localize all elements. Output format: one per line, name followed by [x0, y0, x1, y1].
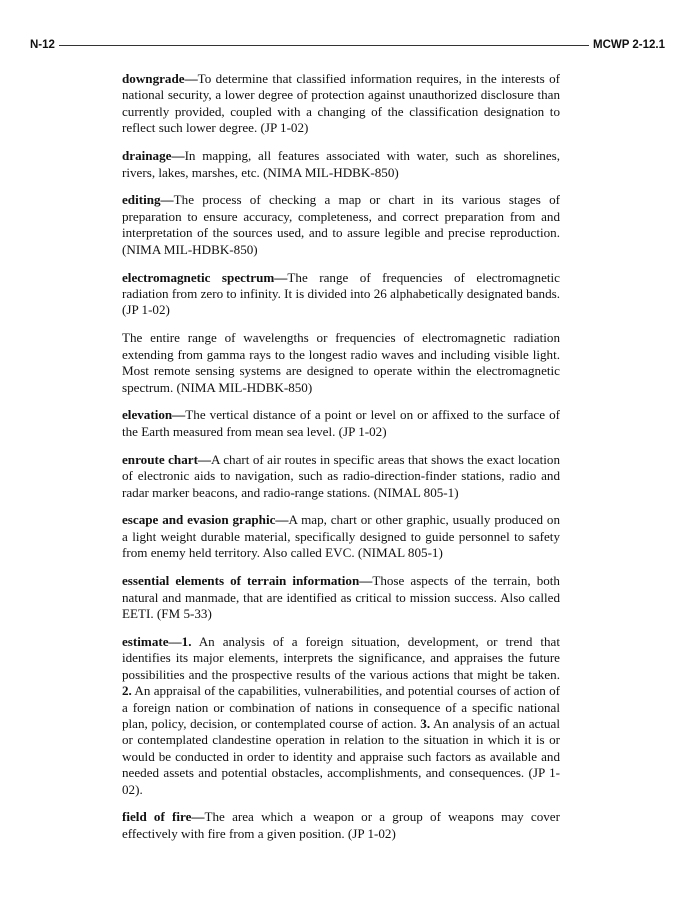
- entry-definition: An analysis of a foreign situation, development, or trend that identifies its major elements, interprets the significance, and appraises the future possibilities and the prospective results of the various actions that might be taken.: [122, 633, 560, 682]
- glossary-entry-editing: [122, 192, 560, 258]
- entry-definition: The range of frequencies of electromagnetic radiation from zero to infinity. It is divided into 26 alphabetically designated bands. (JP 1-02): [122, 269, 560, 318]
- sense-number: 2.: [122, 683, 132, 699]
- glossary-entry-escape-and-evasion-graphic: [122, 512, 560, 561]
- entry-definition: A map, chart or other graphic, usually produced on a light weight durable material, specifically designed to guide personnel to safety from enemy held territory. Also called EVC. (NIMAL 805-1): [122, 512, 560, 561]
- entry-definition: In mapping, all features associated with water, such as shorelines, rivers, lakes, marshes, etc. (NIMA MIL-HDBK-850): [122, 148, 560, 180]
- glossary-entry-electromagnetic-spectrum: [122, 270, 560, 319]
- entry-definition: An analysis of an actual or contemplated clandestine operation in relation to the situation in which it is or would be conducted in order to identity and appraise such factors as available and needed assets and potential obstacles, accomplishments, and consequences. (JP 1-02).: [122, 715, 560, 797]
- sense-number: 3.: [420, 715, 431, 731]
- entry-definition: A chart of air routes in specific areas that shows the exact location of electronic aids to navigation, such as radio-direction-finder stations, radio and radar marker beacons, and radio-range stations. (NIMAL 805-1): [122, 451, 560, 500]
- header-rule: [59, 45, 589, 46]
- publication-id: MCWP 2-12.1: [592, 39, 665, 51]
- entry-definition: To determine that classified information requires, in the interests of national security, a lower degree of protection against unauthorized disclosure than currently provided, coupled with a changing of the classification designation to reflect such lower degree. (JP 1-02): [122, 71, 560, 136]
- entry-term: field of fire—: [122, 809, 205, 825]
- entry-term: escape and evasion graphic—: [122, 512, 289, 528]
- glossary-entry-field-of-fire: [122, 809, 560, 842]
- page-header: [30, 37, 665, 53]
- glossary-entry-estimate: [122, 634, 560, 798]
- entry-term: downgrade—: [122, 71, 198, 86]
- glossary-entry-enroute-chart: [122, 452, 560, 501]
- entry-term: drainage—: [122, 148, 185, 164]
- glossary-entry-downgrade: [122, 71, 560, 137]
- glossary-entry-drainage: [122, 148, 560, 181]
- entry-term: elevation—: [122, 407, 186, 423]
- page-number: N-12: [30, 39, 55, 51]
- glossary-entry-eeti: [122, 573, 560, 622]
- entry-definition: The entire range of wavelengths or frequencies of electromagnetic radiation extending from gamma rays to the longest radio waves and including visible light. Most remote sensing systems are designed to operate within the electromagnetic spectrum. (NIMA MIL-HDBK-850): [122, 330, 560, 395]
- entry-term: enroute chart—: [122, 451, 212, 467]
- entry-definition: Those aspects of the terrain, both natural and manmade, that are identified as critical to mission success. Also called EETI. (FM 5-33): [122, 573, 560, 621]
- entry-term: electromagnetic spectrum—: [122, 269, 288, 285]
- entry-definition: The vertical distance of a point or level on or affixed to the surface of the Earth measured from mean sea level. (JP 1-02): [122, 407, 560, 439]
- glossary-entry-electromagnetic-spectrum-2: [122, 330, 560, 396]
- glossary-content: [122, 71, 560, 854]
- sense-number: 1.: [181, 633, 192, 649]
- entry-term: estimate—: [122, 633, 182, 649]
- entry-term: editing—: [122, 192, 174, 208]
- entry-definition: The area which a weapon or a group of weapons may cover effectively with fire from a given position. (JP 1-02): [122, 809, 560, 841]
- entry-definition: An appraisal of the capabilities, vulnerabilities, and potential courses of action of a foreign nation or combination of nations in consequence of a specific national plan, policy, decision, or contemplated course of action.: [122, 683, 560, 731]
- entry-term: essential elements of terrain information—: [122, 573, 373, 589]
- glossary-entry-elevation: [122, 407, 560, 440]
- entry-definition: The process of checking a map or chart in its various stages of preparation to ensure accuracy, completeness, and correct preparation from and interpretation of the sources used, and to assure legible and precise reproduction. (NIMA MIL-HDBK-850): [122, 192, 560, 257]
